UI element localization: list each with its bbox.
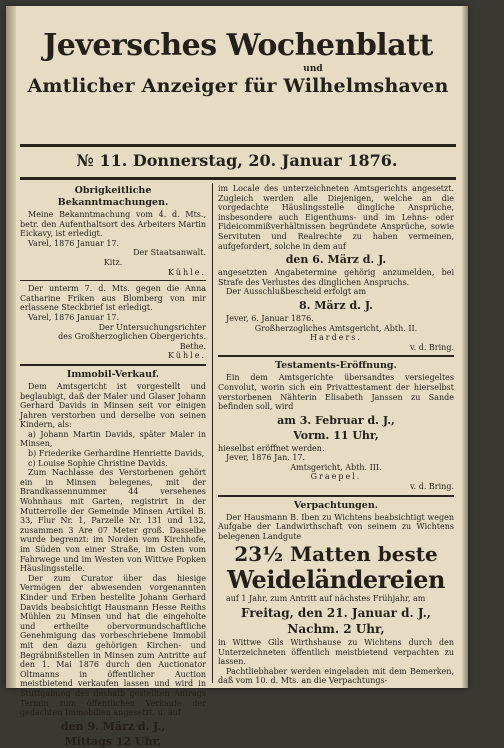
issue-rule-top xyxy=(20,144,456,147)
summons-signature: Harders. xyxy=(310,333,362,343)
summons-text-2: angesetzten Angabetermine gehörig anzumelden, bei Strafe des Verlustes des dinglichen Anspruchs. xyxy=(218,268,454,287)
heir-c: c) Louise Sophie Christine Davids. xyxy=(28,458,168,468)
real-estate-date: den 9. März d. J., xyxy=(60,719,166,733)
heir-a: a) Johann Martin Davids, später Maler in Minsen, xyxy=(20,429,206,449)
official-notice-signature: Der Staatsanwalt. xyxy=(133,248,206,258)
testament-clerk: v. d. Bring. xyxy=(410,482,454,492)
right-column xyxy=(218,184,454,684)
warrant-date: Varel, 1876 Januar 17. xyxy=(28,312,120,322)
testament-signature: Graepel. xyxy=(310,472,362,482)
leases-text-3: in Wittwe Gils Wirthshause zu Wichtens durch den Unterzeichneten öffentlich meistbietend verpachten zu lassen. xyxy=(218,638,454,667)
leases-text-2: auf 1 Jahr, zum Antritt auf nächstes Frühjahr, am xyxy=(226,594,426,604)
divider xyxy=(218,495,454,497)
official-notice-clerk: Kühle. xyxy=(168,267,206,277)
warrant-text: Der unterm 7. d. Mts. gegen die Anna Catharine Friken aus Blomberg von mir erlassene Steckbrief ist erledigt. xyxy=(20,284,206,313)
warrant-judge: Bethe. xyxy=(179,341,206,351)
masthead-und: und xyxy=(303,64,323,74)
warrant-clerk: Kühle. xyxy=(168,351,206,361)
testament-place: Jever, 1876 Jan. 17. xyxy=(226,453,306,463)
summons-place: Jever, 6. Januar 1876. xyxy=(226,313,314,323)
summons-date: den 6. März d. J. xyxy=(285,253,387,267)
real-estate-heading: Immobil-Verkauf. xyxy=(66,368,160,380)
warrant-signature: Der Untersuchungsrichter xyxy=(98,322,206,332)
summons-text-3: Der Ausschlußbescheid erfolgt am xyxy=(226,287,367,297)
testament-text-2: hieselbst eröffnet werden. xyxy=(218,443,325,453)
real-estate-text: Dem Amtsgericht ist vorgestellt und beglaubigt, daß der Maler und Glaser Johann Gerhard Davids in Minsen seit vor einigen Jahren verstorben und derselbe von seinen Kindern, als: xyxy=(20,381,206,430)
real-estate-time: Mittags 12 Uhr, xyxy=(64,734,162,748)
leases-text-4: Pachtliebhaber werden eingeladen mit dem Bemerken, daß vom 10. d. Mts. an die Verpachtungs- xyxy=(218,666,454,686)
testament-text: Ein dem Amtsgerichte übersandtes versiegeltes Convolut, worin sich ein Privattestament der hierselbst verstorbenen Nähterin Elisabeth Janssen zu Sande befinden soll, wird xyxy=(218,373,454,412)
summons-text: im Locale des unterzeichneten Amtsgerichts angesetzt. Zugleich werden alle Diejenigen, welche an die vorgedachte Häuslingsstelle dingliche Ansprüche, insbesondere auch Eigenthums- und im Lehns- oder Fideicommißverhältnissen begründete Ansprüche, sowie Servituten und Realrechte zu haben vermeinen, aufgefordert, solche in dem auf xyxy=(218,184,454,251)
summons-court: Großherzogliches Amtsgericht, Abth. II. xyxy=(254,323,418,333)
heir-b: b) Friederike Gerhardine Henriette Davids, xyxy=(28,449,205,459)
warrant-court: des Großherzoglichen Obergerichts. xyxy=(58,332,206,342)
leases-headline: 23½ Matten beste xyxy=(234,542,438,567)
official-notice-date: Varel, 1876 Januar 17. xyxy=(28,238,120,248)
column-separator xyxy=(212,183,213,683)
leases-date: Freitag, den 21. Januar d. J., xyxy=(241,606,431,621)
left-column xyxy=(20,184,206,748)
page-binding xyxy=(6,6,16,688)
masthead-title: Jeversches Wochenblatt xyxy=(43,28,433,63)
summons-clerk: v. d. Bring. xyxy=(410,342,454,352)
official-notice-signature-name: Kitz. xyxy=(103,257,123,267)
official-notice-text: Meine Bekanntmachung vom 4. d. Mts., betr. den Aufenthaltsort des Arbeiters Martin Eickavy, ist erledigt. xyxy=(20,210,206,239)
divider xyxy=(20,364,206,366)
testament-date: am 3. Februar d. J., xyxy=(277,413,395,427)
leases-time: Nachm. 2 Uhr, xyxy=(287,622,385,637)
page-edge xyxy=(462,6,468,688)
divider xyxy=(20,280,206,281)
real-estate-sale: Der zum Curator über das hiesige Vermögen der abwesenden vorgenannten Kinder und Erben bestellte Johann Gerhard Davids beabsichtigt Hausmann Hesse Reiths Mühlen zu Minsen und hat die eingeholte und ertheilte obervormundschaftliche Genehmigung das vorbeschriebene Immobil mit den dazu gehörigen Kirchen- und Begräbnißstellen in Minsen zum Antritte auf den 1. Mai 1876 durch den Auctionator Oltmanns in öffentlicher Auction meistbietend verkaufen lassen und wird in Stuttgabung des deshalb gestellten Antrags Termin zum öffentlichen Verkaufe der gedachten Immobilien angesetzt, u. auf xyxy=(20,573,206,718)
leases-text: Der Hausmann B. Iben zu Wichtens beabsichtigt wegen Aufgabe der Landwirthschaft von seinem zu Wichtens belegenen Landgute xyxy=(218,512,454,541)
summons-date-2: 8. März d. J. xyxy=(298,298,374,312)
issue-line: № 11. Donnerstag, 20. Januar 1876. xyxy=(76,151,398,170)
testament-court: Amtsgericht, Abth. III. xyxy=(290,462,382,472)
newspaper-page xyxy=(6,6,468,748)
masthead-subtitle: Amtlicher Anzeiger für Wilhelmshaven xyxy=(27,75,449,97)
masthead xyxy=(16,28,460,98)
official-notices-heading: Obrigkeitliche Bekanntmachungen. xyxy=(57,185,169,208)
leases-headline-2: Weideländereien xyxy=(227,565,445,595)
real-estate-description: Zum Nachlasse des Verstorbenen gehört ein in Minsen belegenes, mit der Brandkassennummer 44 versehenes Wohnhaus mit Garten, registrirt in der Mutterrolle der Gemeinde Minsen Artikel B. 33, Flur Nr. 1, Parzelle Nr. 131 und 132, zusammen 3 Are 07 Meter groß. Dasselbe wurde begrenzt: im Norden vom Kirchhofe, im Süden von einer Straße, im Osten vom Fahrwege und im Westen von Wittwe Popken Häuslingsstelle. xyxy=(20,468,206,574)
testament-time: Vorm. 11 Uhr, xyxy=(293,428,379,442)
leases-heading: Verpachtungen. xyxy=(293,499,379,511)
issue-rule-bottom xyxy=(20,177,456,180)
testament-heading: Testaments-Eröffnung. xyxy=(275,360,397,372)
divider xyxy=(218,355,454,357)
